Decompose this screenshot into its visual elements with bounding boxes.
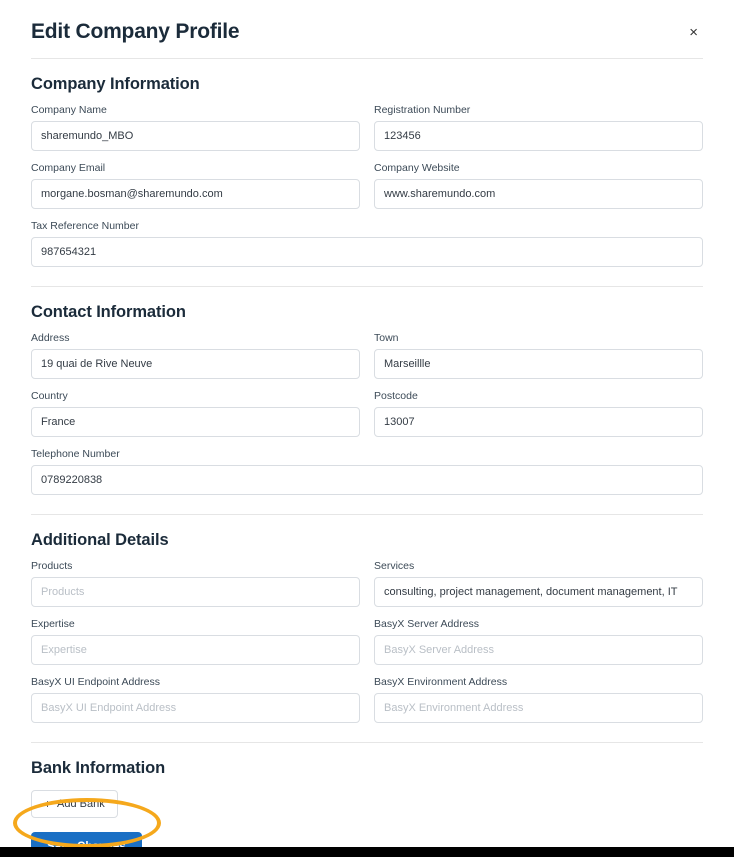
label-basyx-server-address: BasyX Server Address (374, 618, 480, 630)
label-registration-number: Registration Number (374, 104, 471, 116)
field-basyx-environment-address (374, 676, 703, 723)
label-postcode: Postcode (374, 390, 418, 402)
company-name-input[interactable] (31, 121, 360, 151)
products-input[interactable] (31, 577, 360, 607)
add-bank-label: Add Bank (57, 798, 105, 810)
country-input[interactable] (31, 407, 360, 437)
plus-icon: + (44, 797, 52, 811)
close-icon[interactable]: × (683, 21, 704, 44)
field-address (31, 332, 360, 379)
label-products: Products (31, 560, 73, 572)
field-telephone-number (31, 448, 703, 495)
page-title: Edit Company Profile (31, 20, 240, 43)
field-tax-reference-number (31, 220, 703, 267)
section-divider-additional (31, 742, 703, 743)
company-email-input[interactable] (31, 179, 360, 209)
expertise-input[interactable] (31, 635, 360, 665)
basyx-environment-address-input[interactable] (374, 693, 703, 723)
label-company-name: Company Name (31, 104, 107, 116)
town-input[interactable] (374, 349, 703, 379)
field-registration-number (374, 104, 703, 151)
services-input[interactable] (374, 577, 703, 607)
field-services (374, 560, 703, 607)
address-input[interactable] (31, 349, 360, 379)
label-tax-reference-number: Tax Reference Number (31, 220, 139, 232)
contact-information-fields (31, 332, 703, 506)
field-postcode (374, 390, 703, 437)
label-basyx-environment-address: BasyX Environment Address (374, 676, 508, 688)
tax-reference-number-input[interactable] (31, 237, 703, 267)
field-products (31, 560, 360, 607)
registration-number-input[interactable] (374, 121, 703, 151)
section-title-bank-information: Bank Information (31, 759, 166, 777)
field-company-name (31, 104, 360, 151)
postcode-input[interactable] (374, 407, 703, 437)
basyx-ui-endpoint-address-input[interactable] (31, 693, 360, 723)
field-town (374, 332, 703, 379)
field-expertise (31, 618, 360, 665)
section-title-company-information: Company Information (31, 75, 200, 93)
section-divider-company (31, 286, 703, 287)
label-services: Services (374, 560, 415, 572)
label-address: Address (31, 332, 70, 344)
basyx-server-address-input[interactable] (374, 635, 703, 665)
label-expertise: Expertise (31, 618, 75, 630)
header-divider (31, 58, 703, 59)
field-company-email (31, 162, 360, 209)
section-title-additional-details: Additional Details (31, 531, 169, 549)
label-town: Town (374, 332, 399, 344)
company-website-input[interactable] (374, 179, 703, 209)
add-bank-button[interactable] (31, 790, 118, 818)
label-country: Country (31, 390, 68, 402)
field-company-website (374, 162, 703, 209)
modal-body (0, 75, 734, 857)
label-company-email: Company Email (31, 162, 106, 174)
field-basyx-ui-endpoint-address (31, 676, 360, 723)
label-telephone-number: Telephone Number (31, 448, 120, 460)
field-country (31, 390, 360, 437)
section-title-contact-information: Contact Information (31, 303, 186, 321)
label-company-website: Company Website (374, 162, 460, 174)
modal-header (0, 0, 734, 44)
section-divider-contact (31, 514, 703, 515)
bottom-bar (0, 847, 734, 857)
additional-details-fields (31, 560, 703, 734)
telephone-number-input[interactable] (31, 465, 703, 495)
field-basyx-server-address (374, 618, 703, 665)
label-basyx-ui-endpoint-address: BasyX UI Endpoint Address (31, 676, 160, 688)
company-information-fields (31, 104, 703, 278)
